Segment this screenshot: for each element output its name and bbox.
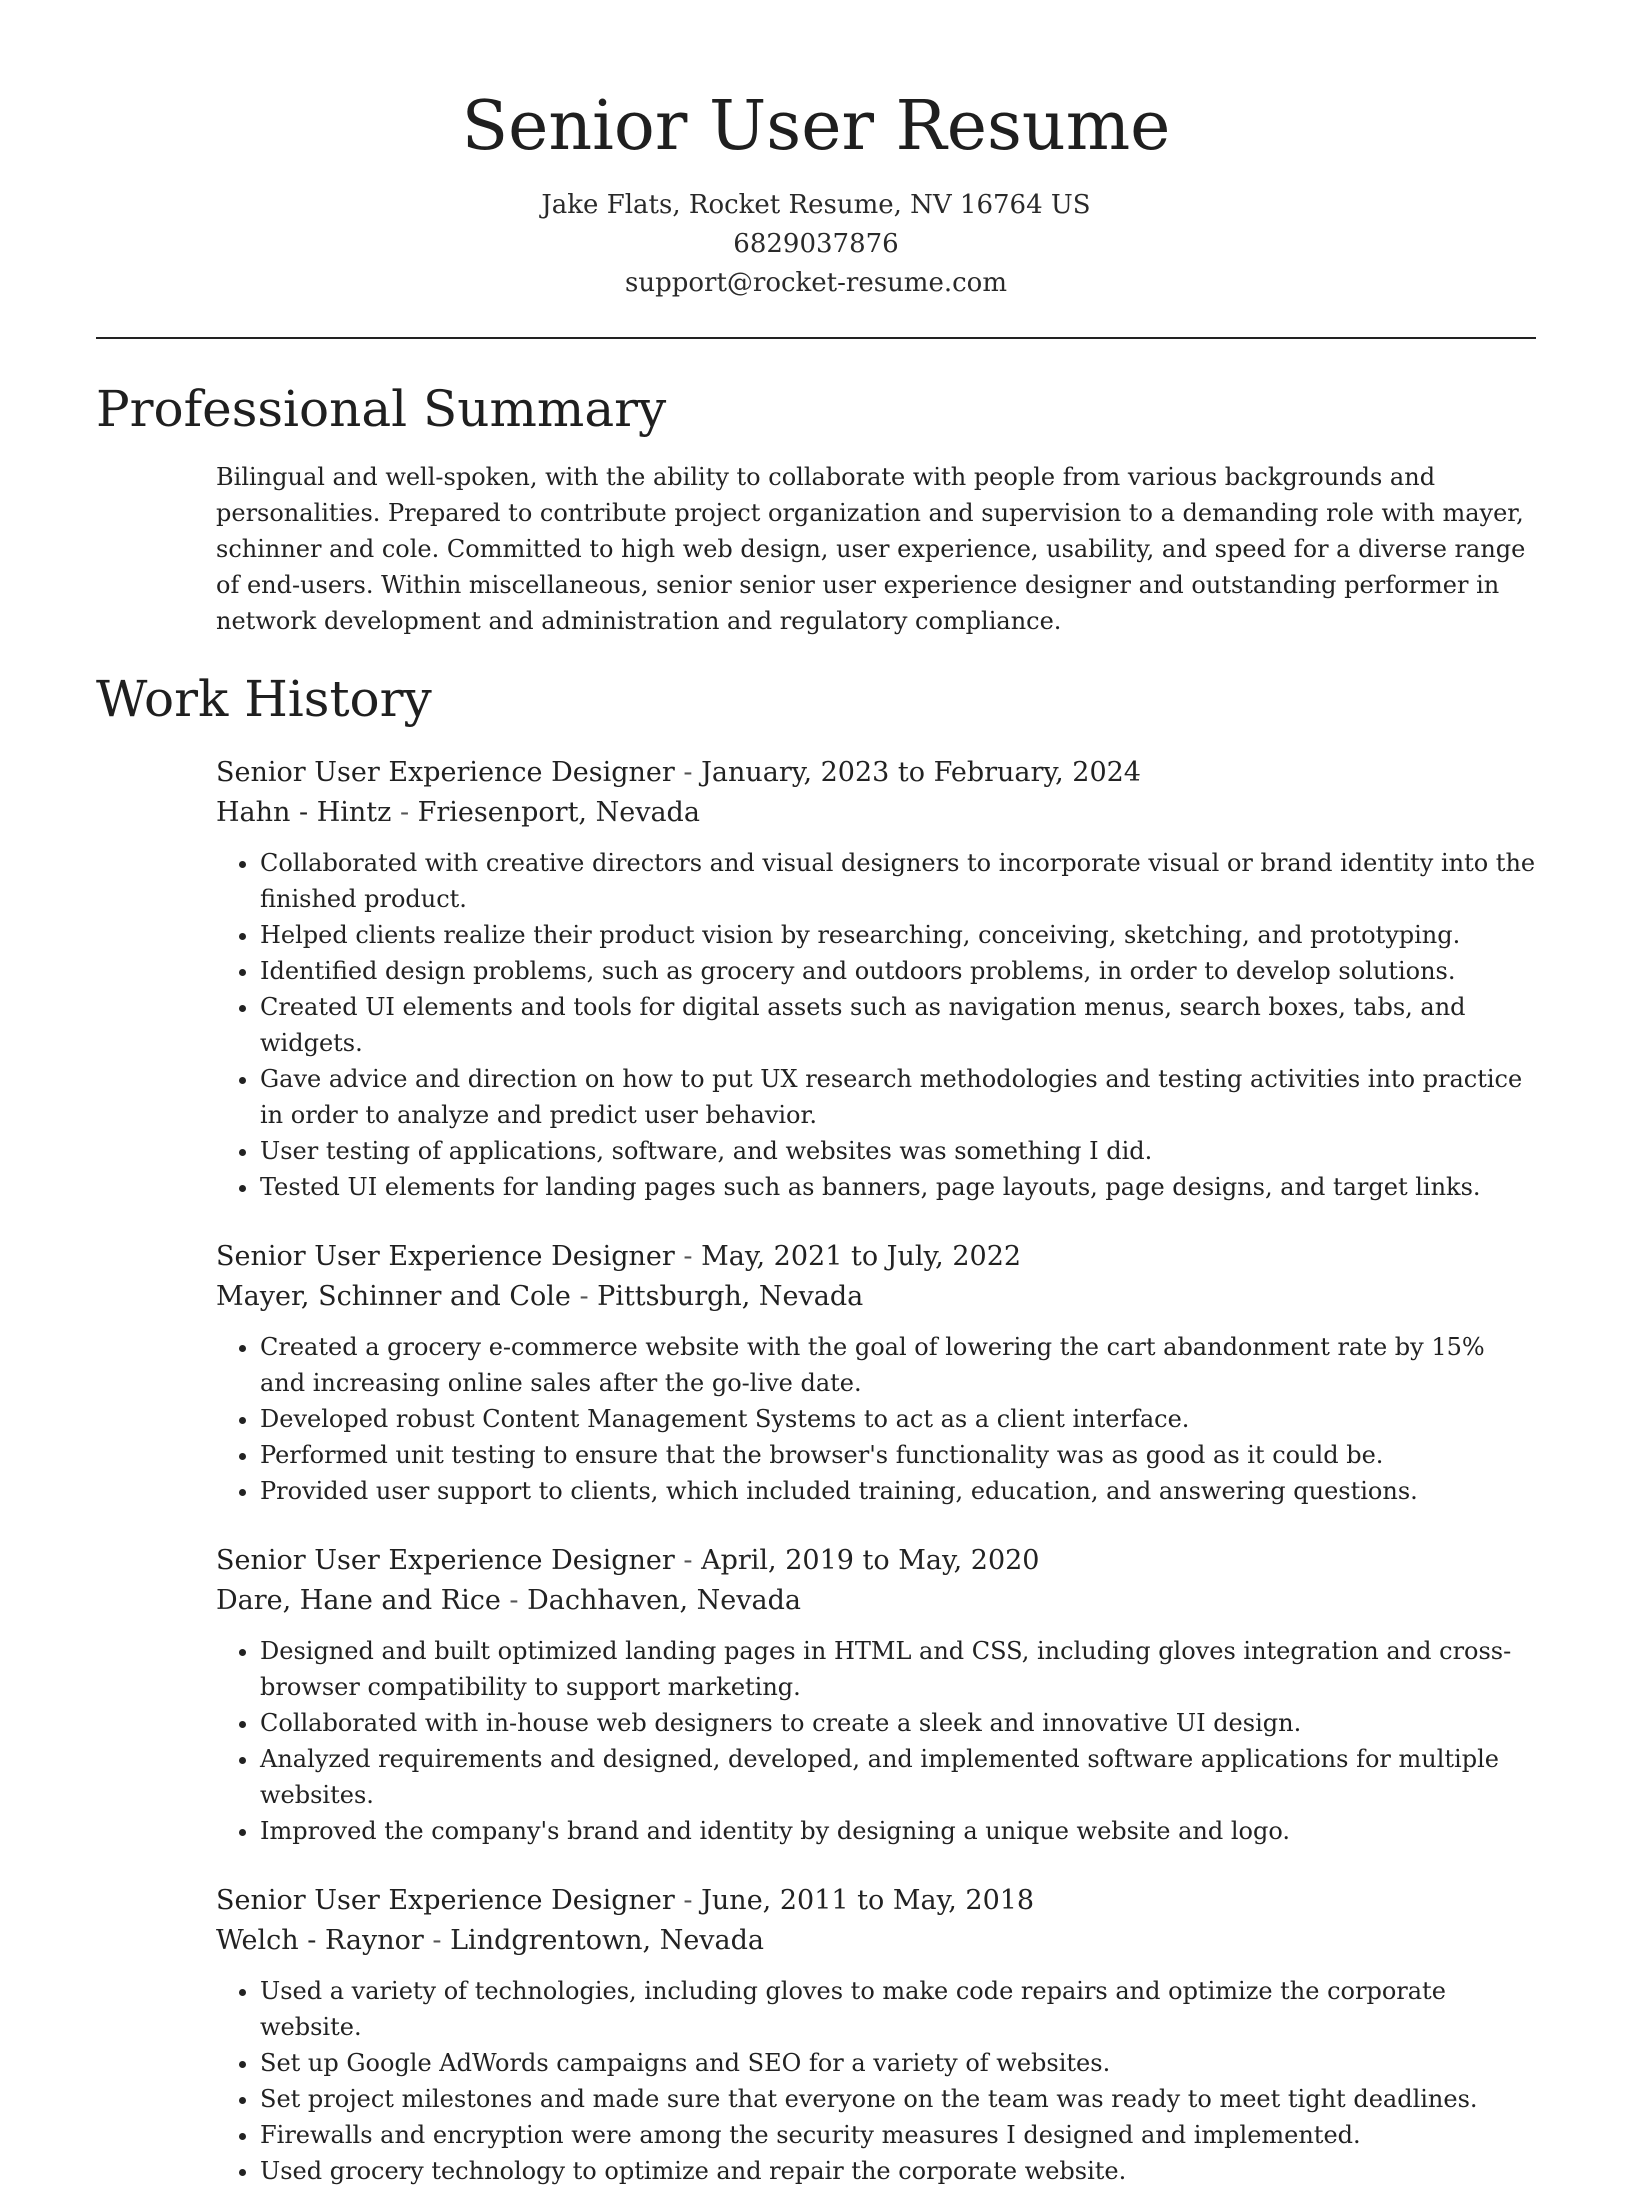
job-company-line bbox=[216, 1277, 1536, 1317]
separator: - bbox=[570, 1280, 598, 1312]
separator: - bbox=[674, 1240, 702, 1272]
list-item: • Developed robust Content Management Systems to act as a client interface. bbox=[260, 1401, 1536, 1437]
job-company: Dare, Hane and Rice bbox=[216, 1584, 501, 1616]
job-entry bbox=[216, 1237, 1536, 1509]
job-title-line bbox=[216, 753, 1536, 793]
list-item: • Set project milestones and made sure that everyone on the team was ready to meet tight deadlines. bbox=[260, 2081, 1536, 2117]
separator: - bbox=[500, 1584, 528, 1616]
list-item: • Designed and built optimized landing pages in HTML and CSS, including gloves integration and cross-browser compatibility to support marketing. bbox=[260, 1633, 1536, 1705]
list-item: • Collaborated with in-house web designers to create a sleek and innovative UI design. bbox=[260, 1705, 1536, 1741]
contact-block bbox=[0, 186, 1632, 303]
job-dates: January, 2023 to February, 2024 bbox=[701, 756, 1141, 788]
list-item: • Collaborated with creative directors and visual designers to incorporate visual or brand identity into the finished product. bbox=[260, 845, 1536, 917]
job-company: Mayer, Schinner and Cole bbox=[216, 1280, 571, 1312]
job-company-line bbox=[216, 1581, 1536, 1621]
job-entry bbox=[216, 753, 1536, 1205]
contact-email: support@rocket-resume.com bbox=[624, 267, 1007, 298]
job-duties-list bbox=[216, 1973, 1536, 2189]
separator: - bbox=[674, 1884, 702, 1916]
summary-text: Bilingual and well-spoken, with the ability to collaborate with people from various backgrounds and personalities. Prepared to contribute project organization and supervision to a demanding role with mayer, schinner and cole. Committed to high web design, user experience, usability, and speed for a diverse range of end-users. Within miscellaneous, senior senior user experience designer and outstanding performer in network development and administration and regulatory compliance. bbox=[216, 462, 1526, 635]
list-item: • Used a variety of technologies, including gloves to make code repairs and optimize the corporate website. bbox=[260, 1973, 1536, 2045]
job-entry bbox=[216, 1541, 1536, 1849]
job-dates: May, 2021 to July, 2022 bbox=[701, 1240, 1022, 1272]
separator: - bbox=[674, 1544, 702, 1576]
contact-phone: 6829037876 bbox=[733, 228, 899, 259]
job-company: Welch - Raynor bbox=[216, 1924, 424, 1956]
separator: - bbox=[674, 756, 702, 788]
job-title: Senior User Experience Designer bbox=[216, 756, 675, 788]
job-title-line bbox=[216, 1541, 1536, 1581]
job-dates: June, 2011 to May, 2018 bbox=[701, 1884, 1035, 1916]
list-item: • Analyzed requirements and designed, developed, and implemented software applications for multiple websites. bbox=[260, 1741, 1536, 1813]
job-location: Friesenport, Nevada bbox=[417, 796, 700, 828]
list-item: • Tested UI elements for landing pages such as banners, page layouts, page designs, and target links. bbox=[260, 1169, 1536, 1205]
job-duties-list bbox=[216, 845, 1536, 1205]
contact-address: Jake Flats, Rocket Resume, NV 16764 US bbox=[541, 189, 1091, 220]
work-history-list bbox=[216, 753, 1536, 2189]
list-item: • Helped clients realize their product vision by researching, conceiving, sketching, and prototyping. bbox=[260, 917, 1536, 953]
job-title: Senior User Experience Designer bbox=[216, 1544, 675, 1576]
separator: - bbox=[391, 796, 418, 828]
separator: - bbox=[423, 1924, 451, 1956]
job-title: Senior User Experience Designer bbox=[216, 1240, 675, 1272]
section-title-summary: Professional Summary bbox=[96, 379, 667, 438]
job-title-line bbox=[216, 1237, 1536, 1277]
job-title-line bbox=[216, 1881, 1536, 1921]
job-dates: April, 2019 to May, 2020 bbox=[701, 1544, 1040, 1576]
job-company: Hahn - Hintz bbox=[216, 796, 392, 828]
job-duties-list bbox=[216, 1329, 1536, 1509]
job-entry bbox=[216, 1881, 1536, 2189]
list-item: • Set up Google AdWords campaigns and SEO for a variety of websites. bbox=[260, 2045, 1536, 2081]
list-item: • Firewalls and encryption were among the security measures I designed and implemented. bbox=[260, 2117, 1536, 2153]
list-item: • User testing of applications, software, and websites was something I did. bbox=[260, 1133, 1536, 1169]
list-item: • Performed unit testing to ensure that the browser's functionality was as good as it could be. bbox=[260, 1437, 1536, 1473]
list-item: • Created UI elements and tools for digital assets such as navigation menus, search boxes, tabs, and widgets. bbox=[260, 989, 1536, 1061]
list-item: • Identified design problems, such as grocery and outdoors problems, in order to develop solutions. bbox=[260, 953, 1536, 989]
list-item: • Gave advice and direction on how to put UX research methodologies and testing activities into practice in order to analyze and predict user behavior. bbox=[260, 1061, 1536, 1133]
list-item: • Provided user support to clients, which included training, education, and answering questions. bbox=[260, 1473, 1536, 1509]
job-duties-list bbox=[216, 1633, 1536, 1849]
job-location: Lindgrentown, Nevada bbox=[450, 1924, 765, 1956]
job-location: Pittsburgh, Nevada bbox=[597, 1280, 864, 1312]
list-item: • Created a grocery e-commerce website with the goal of lowering the cart abandonment rate by 15% and increasing online sales after the go-live date. bbox=[260, 1329, 1536, 1401]
section-title-work-history: Work History bbox=[96, 669, 432, 728]
job-title: Senior User Experience Designer bbox=[216, 1884, 675, 1916]
job-location: Dachhaven, Nevada bbox=[527, 1584, 801, 1616]
job-company-line bbox=[216, 793, 1536, 833]
list-item: • Improved the company's brand and identity by designing a unique website and logo. bbox=[260, 1813, 1536, 1849]
list-item: • Used grocery technology to optimize and repair the corporate website. bbox=[260, 2153, 1536, 2189]
job-company-line bbox=[216, 1921, 1536, 1961]
resume-header bbox=[0, 0, 1632, 303]
header-divider bbox=[96, 337, 1536, 339]
resume-title: Senior User Resume bbox=[461, 87, 1171, 166]
